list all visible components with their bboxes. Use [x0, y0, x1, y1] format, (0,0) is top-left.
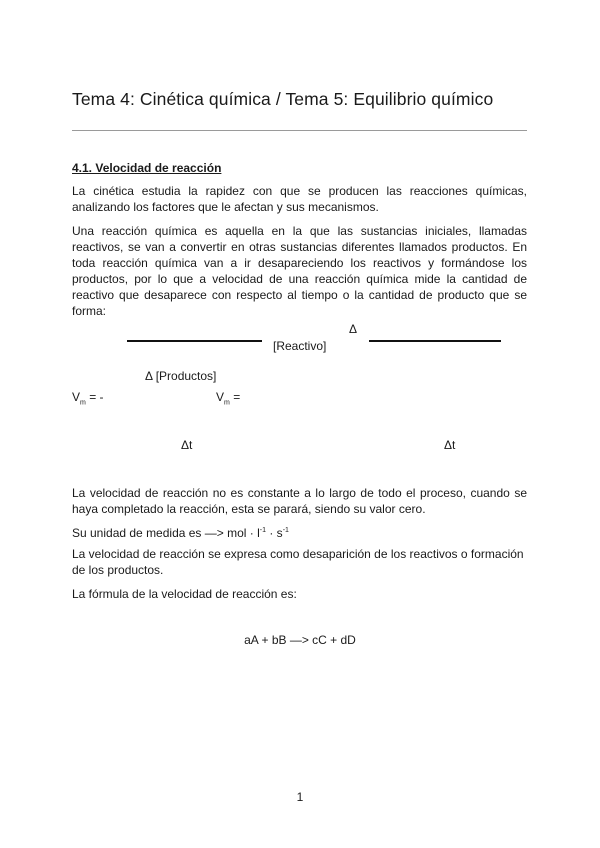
units-mid: · s: [266, 526, 283, 540]
paragraph-expression: La velocidad de reacción se expresa como desaparición de los reactivos o formación de los productos.: [72, 547, 524, 577]
productos-label: Δ [Productos]: [145, 369, 217, 383]
fraction-bar-left: [127, 340, 262, 342]
vm-right-suffix: =: [229, 390, 241, 404]
vm-left-suffix: = -: [85, 390, 104, 404]
units-exp1: -1: [259, 527, 267, 534]
vm-subscript: m: [80, 399, 86, 407]
units-exp2: -1: [282, 527, 289, 534]
title-divider: [72, 130, 527, 131]
page-number: 1: [296, 790, 304, 804]
section-heading: 4.1. Velocidad de reacción: [72, 161, 222, 175]
reactivo-label: [Reactivo]: [273, 339, 327, 353]
vm-right: [216, 390, 240, 406]
vm-subscript: m: [224, 399, 230, 407]
paragraph-intro: La cinética estudia la rapidez con que se producen las reacciones químicas, analizando los factores que le afectan y sus mecanismos.: [72, 184, 527, 214]
paragraph-formula-intro: La fórmula de la velocidad de reacción es:: [72, 587, 297, 601]
vm-symbol: V: [216, 390, 225, 404]
delta-symbol: Δ: [349, 322, 358, 336]
page-title: Tema 4: Cinética química / Tema 5: Equilibrio químico: [72, 89, 494, 109]
vm-left: [72, 390, 104, 406]
vm-symbol: V: [72, 390, 81, 404]
paragraph-not-constant: La velocidad de reacción no es constante a lo largo de todo el proceso, cuando se haya completado la reacción, esta se parará, siendo su valor cero.: [72, 486, 527, 516]
paragraph-definition: Una reacción química es aquella en la que las sustancias iniciales, llamadas reactivos, se van a convertir en otras sustancias diferentes llamados productos. En toda reacción química van a ir desapareciendo los reactivos y formándose los productos, por lo que a velocidad de una reacción química mide la cantidad de reactivo que desaparece con respecto al tiempo o la cantidad de producto que se forma:: [72, 224, 527, 318]
units-prefix: Su unidad de medida es —> mol · l: [72, 526, 260, 540]
paragraph-units: [72, 523, 527, 541]
fraction-bar-right: [369, 340, 501, 342]
delta-t-left: Δt: [181, 438, 193, 452]
reaction-equation: aA + bB —> cC + dD: [244, 633, 356, 647]
delta-t-right: Δt: [444, 438, 456, 452]
